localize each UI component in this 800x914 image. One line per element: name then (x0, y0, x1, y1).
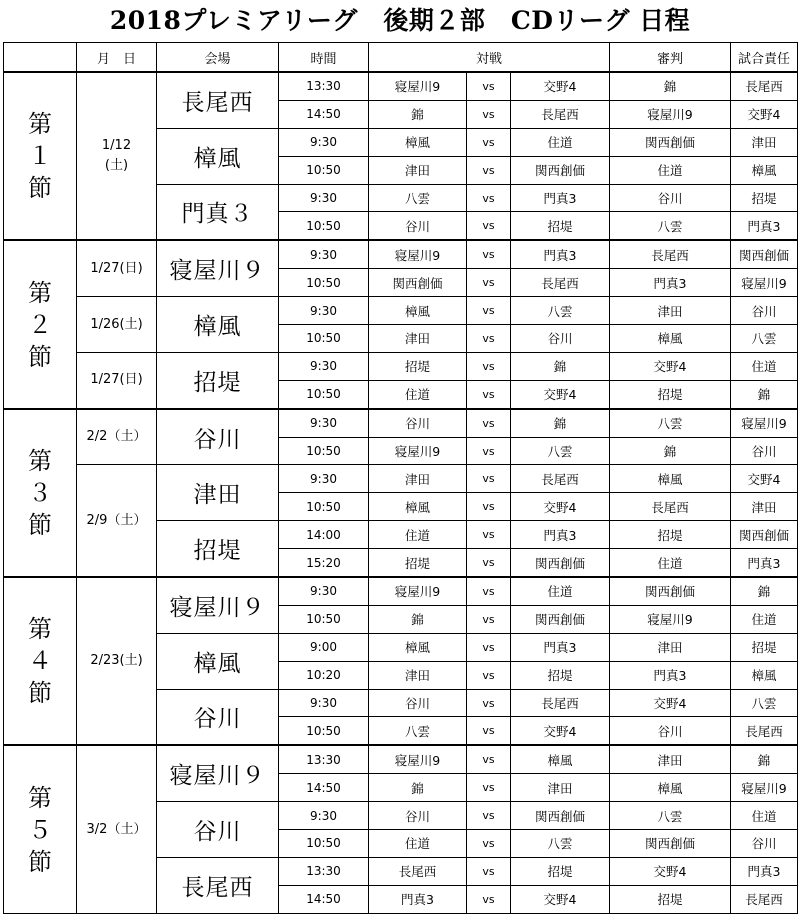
away-team: 交野4 (511, 493, 610, 521)
vs-label: vs (467, 689, 511, 717)
kickoff-time: 10:50 (279, 830, 369, 858)
referee-team: 招堤 (610, 380, 731, 408)
vs-label: vs (467, 549, 511, 577)
home-team: 招堤 (369, 352, 467, 380)
kickoff-time: 9:30 (279, 577, 369, 605)
home-team: 樟風 (369, 633, 467, 661)
vs-label: vs (467, 465, 511, 493)
vs-label: vs (467, 830, 511, 858)
venue-name: 津田 (157, 465, 279, 521)
referee-team: 関西創価 (610, 128, 731, 156)
responsible-team: 関西創価 (731, 521, 798, 549)
venue-name: 谷川 (157, 802, 279, 858)
round-number: １ (28, 142, 52, 171)
round-char-3: 節 (28, 510, 52, 539)
away-team: 錦 (511, 352, 610, 380)
away-team: 招堤 (511, 857, 610, 885)
home-team: 谷川 (369, 802, 467, 830)
away-team: 招堤 (511, 212, 610, 240)
home-team: 寝屋川9 (369, 240, 467, 268)
responsible-team: 樟風 (731, 156, 798, 184)
away-team: 長尾西 (511, 465, 610, 493)
referee-team: 長尾西 (610, 240, 731, 268)
referee-team: 招堤 (610, 885, 731, 913)
away-team: 招堤 (511, 661, 610, 689)
referee-team: 関西創価 (610, 830, 731, 858)
referee-team: 錦 (610, 72, 731, 100)
vs-label: vs (467, 352, 511, 380)
referee-team: 長尾西 (610, 493, 731, 521)
vs-label: vs (467, 297, 511, 325)
kickoff-time: 9:00 (279, 633, 369, 661)
vs-label: vs (467, 745, 511, 773)
venue-name: 寝屋川９ (157, 240, 279, 296)
home-team: 津田 (369, 661, 467, 689)
referee-team: 八雲 (610, 212, 731, 240)
date-text: 2/23(土) (90, 653, 143, 669)
responsible-team: 交野4 (731, 465, 798, 493)
vs-label: vs (467, 156, 511, 184)
date-text: 1/12 (101, 138, 132, 154)
referee-team: 交野4 (610, 689, 731, 717)
home-team: 住道 (369, 830, 467, 858)
round-number: ２ (28, 310, 52, 339)
referee-team: 津田 (610, 745, 731, 773)
date-text: 3/2（土） (86, 821, 147, 837)
vs-label: vs (467, 857, 511, 885)
home-team: 招堤 (369, 549, 467, 577)
home-team: 寝屋川9 (369, 72, 467, 100)
away-team: 長尾西 (511, 269, 610, 297)
referee-team: 招堤 (610, 521, 731, 549)
away-team: 八雲 (511, 437, 610, 465)
referee-team: 谷川 (610, 184, 731, 212)
away-team: 門真3 (511, 633, 610, 661)
home-team: 八雲 (369, 717, 467, 745)
kickoff-time: 10:50 (279, 212, 369, 240)
away-team: 津田 (511, 774, 610, 802)
kickoff-time: 9:30 (279, 184, 369, 212)
responsible-team: 門真3 (731, 549, 798, 577)
match-row (4, 72, 798, 100)
referee-team: 門真3 (610, 661, 731, 689)
responsible-team: 八雲 (731, 325, 798, 353)
venue-name: 招堤 (157, 352, 279, 408)
referee-team: 樟風 (610, 774, 731, 802)
home-team: 寝屋川9 (369, 745, 467, 773)
home-team: 津田 (369, 325, 467, 353)
away-team: 関西創価 (511, 549, 610, 577)
round-char-1: 第 (28, 110, 52, 139)
responsible-team: 樟風 (731, 661, 798, 689)
home-team: 門真3 (369, 885, 467, 913)
vs-label: vs (467, 633, 511, 661)
vs-label: vs (467, 605, 511, 633)
kickoff-time: 13:30 (279, 745, 369, 773)
responsible-team: 谷川 (731, 297, 798, 325)
home-team: 樟風 (369, 297, 467, 325)
away-team: 関西創価 (511, 605, 610, 633)
away-team: 八雲 (511, 830, 610, 858)
referee-team: 樟風 (610, 325, 731, 353)
kickoff-time: 15:20 (279, 549, 369, 577)
away-team: 門真3 (511, 521, 610, 549)
responsible-team: 長尾西 (731, 72, 798, 100)
referee-team: 津田 (610, 633, 731, 661)
responsible-team: 谷川 (731, 830, 798, 858)
venue-name: 長尾西 (157, 72, 279, 128)
match-date (77, 465, 157, 577)
date-text: 2/2（土） (86, 429, 147, 445)
vs-label: vs (467, 269, 511, 297)
round-label (4, 72, 77, 240)
referee-team: 交野4 (610, 352, 731, 380)
referee-team: 寝屋川9 (610, 605, 731, 633)
round-char-1: 第 (28, 615, 52, 644)
vs-label: vs (467, 380, 511, 408)
responsible-team: 寝屋川9 (731, 774, 798, 802)
kickoff-time: 9:30 (279, 802, 369, 830)
away-team: 八雲 (511, 297, 610, 325)
header-match: 対戦 (369, 43, 610, 73)
home-team: 樟風 (369, 128, 467, 156)
responsible-team: 錦 (731, 577, 798, 605)
vs-label: vs (467, 325, 511, 353)
match-row (4, 577, 798, 605)
referee-team: 八雲 (610, 802, 731, 830)
responsible-team: 長尾西 (731, 717, 798, 745)
round-char-1: 第 (28, 783, 52, 812)
header-round (4, 43, 77, 73)
round-char-3: 節 (28, 342, 52, 371)
vs-label: vs (467, 717, 511, 745)
venue-name: 谷川 (157, 689, 279, 745)
referee-team: 交野4 (610, 857, 731, 885)
round-label (4, 240, 77, 408)
away-team: 門真3 (511, 240, 610, 268)
home-team: 住道 (369, 380, 467, 408)
home-team: 錦 (369, 605, 467, 633)
kickoff-time: 14:50 (279, 100, 369, 128)
kickoff-time: 9:30 (279, 240, 369, 268)
round-char-1: 第 (28, 446, 52, 475)
away-team: 錦 (511, 409, 610, 437)
responsible-team: 門真3 (731, 857, 798, 885)
kickoff-time: 10:20 (279, 661, 369, 689)
away-team: 交野4 (511, 885, 610, 913)
away-team: 住道 (511, 577, 610, 605)
kickoff-time: 9:30 (279, 409, 369, 437)
match-date (77, 72, 157, 240)
match-row (4, 352, 798, 380)
referee-team: 門真3 (610, 269, 731, 297)
away-team: 交野4 (511, 380, 610, 408)
vs-label: vs (467, 661, 511, 689)
kickoff-time: 14:50 (279, 885, 369, 913)
vs-label: vs (467, 437, 511, 465)
page-title: 2018プレミアリーグ 後期２部 CDリーグ 日程 (109, 6, 691, 35)
venue-name: 招堤 (157, 521, 279, 577)
header-responsible: 試合責任 (731, 43, 798, 73)
round-char-3: 節 (28, 679, 52, 708)
referee-team: 樟風 (610, 465, 731, 493)
kickoff-time: 9:30 (279, 297, 369, 325)
kickoff-time: 10:50 (279, 325, 369, 353)
home-team: 谷川 (369, 409, 467, 437)
vs-label: vs (467, 240, 511, 268)
date-weekday: (土) (104, 158, 129, 174)
date-text: 1/27(日) (90, 372, 143, 388)
away-team: 谷川 (511, 325, 610, 353)
round-char-3: 節 (28, 847, 52, 876)
kickoff-time: 10:50 (279, 717, 369, 745)
responsible-team: 錦 (731, 745, 798, 773)
responsible-team: 寝屋川9 (731, 269, 798, 297)
responsible-team: 錦 (731, 380, 798, 408)
responsible-team: 長尾西 (731, 885, 798, 913)
match-row (4, 745, 798, 773)
match-row (4, 240, 798, 268)
home-team: 谷川 (369, 212, 467, 240)
header-referee: 審判 (610, 43, 731, 73)
vs-label: vs (467, 212, 511, 240)
home-team: 寝屋川9 (369, 437, 467, 465)
match-date (77, 297, 157, 353)
venue-name: 樟風 (157, 633, 279, 689)
referee-team: 谷川 (610, 717, 731, 745)
date-text: 1/27(日) (90, 260, 143, 276)
responsible-team: 住道 (731, 802, 798, 830)
vs-label: vs (467, 72, 511, 100)
round-char-1: 第 (28, 278, 52, 307)
schedule-table (3, 42, 798, 914)
venue-name: 門真３ (157, 184, 279, 240)
kickoff-time: 10:50 (279, 380, 369, 408)
kickoff-time: 10:50 (279, 156, 369, 184)
referee-team: 津田 (610, 297, 731, 325)
responsible-team: 関西創価 (731, 240, 798, 268)
match-date (77, 352, 157, 408)
referee-team: 八雲 (610, 409, 731, 437)
responsible-team: 住道 (731, 605, 798, 633)
venue-name: 寝屋川９ (157, 745, 279, 801)
responsible-team: 谷川 (731, 437, 798, 465)
home-team: 住道 (369, 521, 467, 549)
match-date (77, 409, 157, 465)
home-team: 長尾西 (369, 857, 467, 885)
away-team: 関西創価 (511, 156, 610, 184)
kickoff-time: 14:50 (279, 774, 369, 802)
match-row (4, 297, 798, 325)
responsible-team: 招堤 (731, 184, 798, 212)
responsible-team: 住道 (731, 352, 798, 380)
home-team: 寝屋川9 (369, 577, 467, 605)
match-date (77, 577, 157, 745)
kickoff-time: 10:50 (279, 605, 369, 633)
kickoff-time: 13:30 (279, 72, 369, 100)
responsible-team: 八雲 (731, 689, 798, 717)
venue-name: 長尾西 (157, 857, 279, 913)
header-time: 時間 (279, 43, 369, 73)
date-text: 1/26(土) (90, 316, 143, 332)
kickoff-time: 10:50 (279, 437, 369, 465)
venue-name: 寝屋川９ (157, 577, 279, 633)
round-number: ４ (28, 647, 52, 676)
away-team: 住道 (511, 128, 610, 156)
home-team: 谷川 (369, 689, 467, 717)
referee-team: 錦 (610, 437, 731, 465)
match-date (77, 240, 157, 296)
vs-label: vs (467, 128, 511, 156)
kickoff-time: 9:30 (279, 465, 369, 493)
referee-team: 寝屋川9 (610, 100, 731, 128)
header-row (4, 43, 798, 73)
home-team: 樟風 (369, 493, 467, 521)
home-team: 関西創価 (369, 269, 467, 297)
vs-label: vs (467, 885, 511, 913)
vs-label: vs (467, 577, 511, 605)
responsible-team: 寝屋川9 (731, 409, 798, 437)
match-date (77, 745, 157, 913)
responsible-team: 招堤 (731, 633, 798, 661)
kickoff-time: 13:30 (279, 857, 369, 885)
vs-label: vs (467, 184, 511, 212)
venue-name: 谷川 (157, 409, 279, 465)
kickoff-time: 9:30 (279, 128, 369, 156)
home-team: 八雲 (369, 184, 467, 212)
home-team: 津田 (369, 156, 467, 184)
match-row (4, 409, 798, 437)
referee-team: 関西創価 (610, 577, 731, 605)
kickoff-time: 14:00 (279, 521, 369, 549)
referee-team: 住道 (610, 156, 731, 184)
responsible-team: 交野4 (731, 100, 798, 128)
kickoff-time: 9:30 (279, 352, 369, 380)
referee-team: 住道 (610, 549, 731, 577)
venue-name: 樟風 (157, 128, 279, 184)
round-label (4, 745, 77, 913)
kickoff-time: 10:50 (279, 493, 369, 521)
vs-label: vs (467, 409, 511, 437)
header-month-day: 月 日 (77, 43, 157, 73)
kickoff-time: 10:50 (279, 269, 369, 297)
round-number: ５ (28, 815, 52, 844)
home-team: 錦 (369, 100, 467, 128)
header-venue: 会場 (157, 43, 279, 73)
date-text: 2/9（土） (86, 512, 147, 528)
match-row (4, 465, 798, 493)
vs-label: vs (467, 100, 511, 128)
responsible-team: 津田 (731, 493, 798, 521)
vs-label: vs (467, 774, 511, 802)
home-team: 錦 (369, 774, 467, 802)
round-number: ３ (28, 478, 52, 507)
away-team: 関西創価 (511, 802, 610, 830)
responsible-team: 門真3 (731, 212, 798, 240)
away-team: 長尾西 (511, 100, 610, 128)
away-team: 交野4 (511, 72, 610, 100)
vs-label: vs (467, 493, 511, 521)
responsible-team: 津田 (731, 128, 798, 156)
away-team: 樟風 (511, 745, 610, 773)
away-team: 門真3 (511, 184, 610, 212)
round-label (4, 577, 77, 745)
away-team: 交野4 (511, 717, 610, 745)
away-team: 長尾西 (511, 689, 610, 717)
vs-label: vs (467, 521, 511, 549)
kickoff-time: 9:30 (279, 689, 369, 717)
vs-label: vs (467, 802, 511, 830)
round-label (4, 409, 77, 577)
home-team: 津田 (369, 465, 467, 493)
venue-name: 樟風 (157, 297, 279, 353)
round-char-3: 節 (28, 174, 52, 203)
